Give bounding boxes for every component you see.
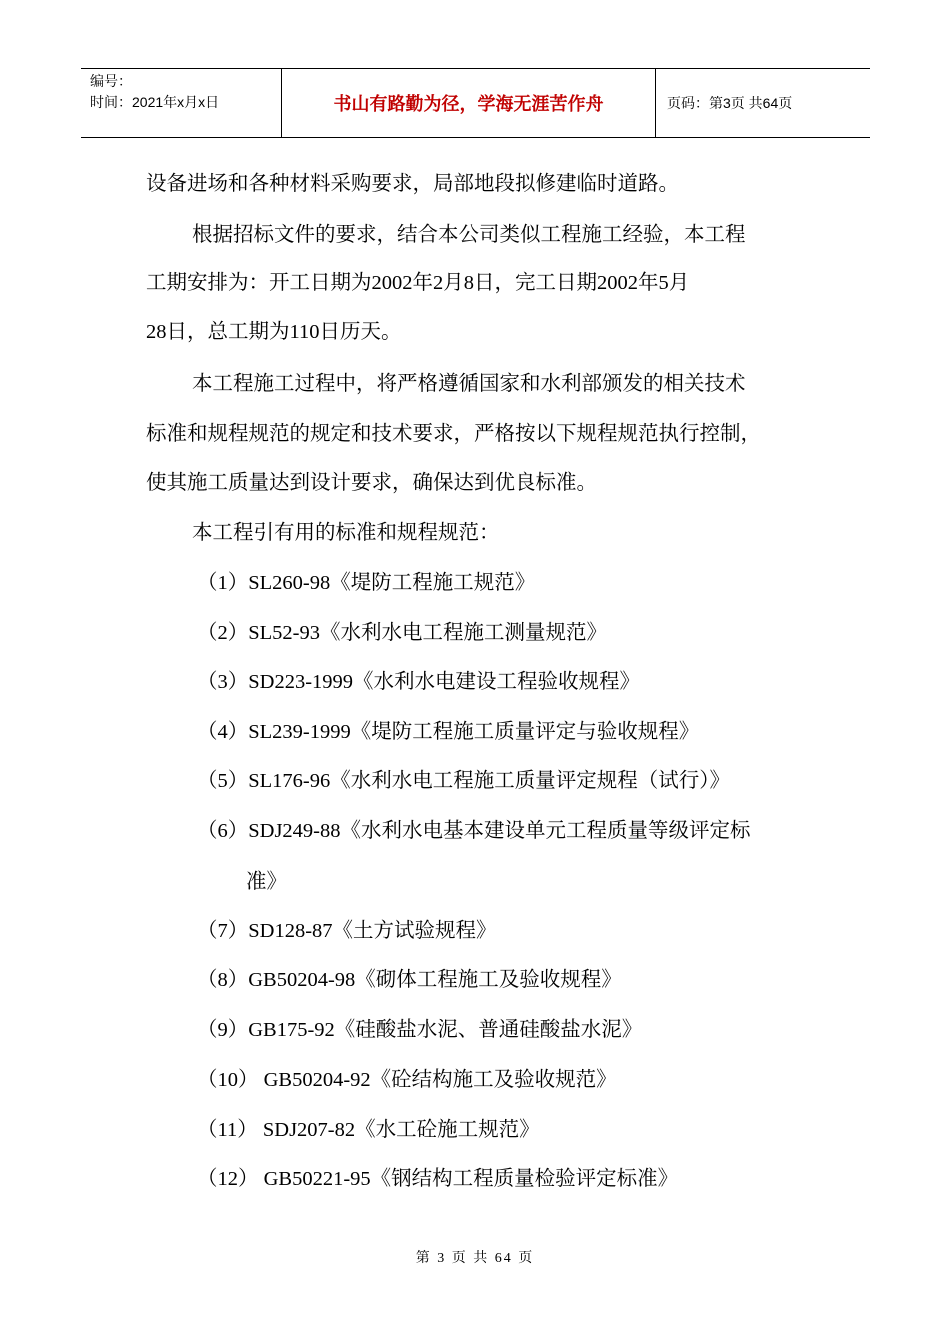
header-motto: 书山有路勤为径，学海无涯苦作舟	[281, 69, 656, 137]
header-page-number: 页码：第3页 共64页	[667, 95, 793, 111]
reference-item: （4）SL239-1999《堤防工程施工质量评定与验收规程》	[197, 721, 700, 743]
page-header	[81, 68, 870, 138]
paragraph-line: 标准和规程规范的规定和技术要求，严格按以下规程规范执行控制，	[146, 423, 761, 445]
reference-item: （6）SDJ249-88《水利水电基本建设单元工程质量等级评定标	[197, 820, 751, 842]
reference-item: （7）SD128-87《土方试验规程》	[197, 920, 497, 942]
reference-item-continuation: 准》	[246, 871, 287, 893]
paragraph-line: 设备进场和各种材料采购要求，局部地段拟修建临时道路。	[146, 173, 679, 195]
reference-item: （9）GB175-92《硅酸盐水泥、普通硅酸盐水泥》	[197, 1019, 643, 1041]
paragraph-line: 本工程施工过程中，将严格遵循国家和水利部颁发的相关技术	[192, 373, 746, 395]
reference-item: （2）SL52-93《水利水电工程施工测量规范》	[197, 622, 607, 644]
paragraph-line: 28日，总工期为110日历天。	[146, 321, 402, 343]
header-meta	[81, 69, 281, 137]
page-footer: 第 3 页 共 64 页	[415, 1251, 535, 1266]
reference-item: （10） GB50204-92《砼结构施工及验收规范》	[197, 1069, 617, 1091]
paragraph-line: 工期安排为：开工日期为2002年2月8日，完工日期2002年5月	[146, 272, 690, 294]
paragraph-line: 本工程引有用的标准和规程规范：	[192, 522, 500, 544]
paragraph-line: 根据招标文件的要求，结合本公司类似工程施工经验，本工程	[192, 224, 746, 246]
reference-item: （12） GB50221-95《钢结构工程质量检验评定标准》	[197, 1168, 679, 1190]
document-date-label: 时间：2021年x月x日	[90, 94, 220, 110]
reference-item: （1）SL260-98《堤防工程施工规范》	[197, 572, 536, 594]
reference-item: （3）SD223-1999《水利水电建设工程验收规程》	[197, 671, 641, 693]
document-number-label: 编号：	[90, 73, 132, 89]
reference-item: （5）SL176-96《水利水电工程施工质量评定规程（试行）》	[197, 770, 730, 792]
reference-item: （8）GB50204-98《砌体工程施工及验收规程》	[197, 969, 622, 991]
reference-item: （11） SDJ207-82《水工砼施工规范》	[197, 1119, 540, 1141]
paragraph-line: 使其施工质量达到设计要求，确保达到优良标准。	[146, 472, 597, 494]
